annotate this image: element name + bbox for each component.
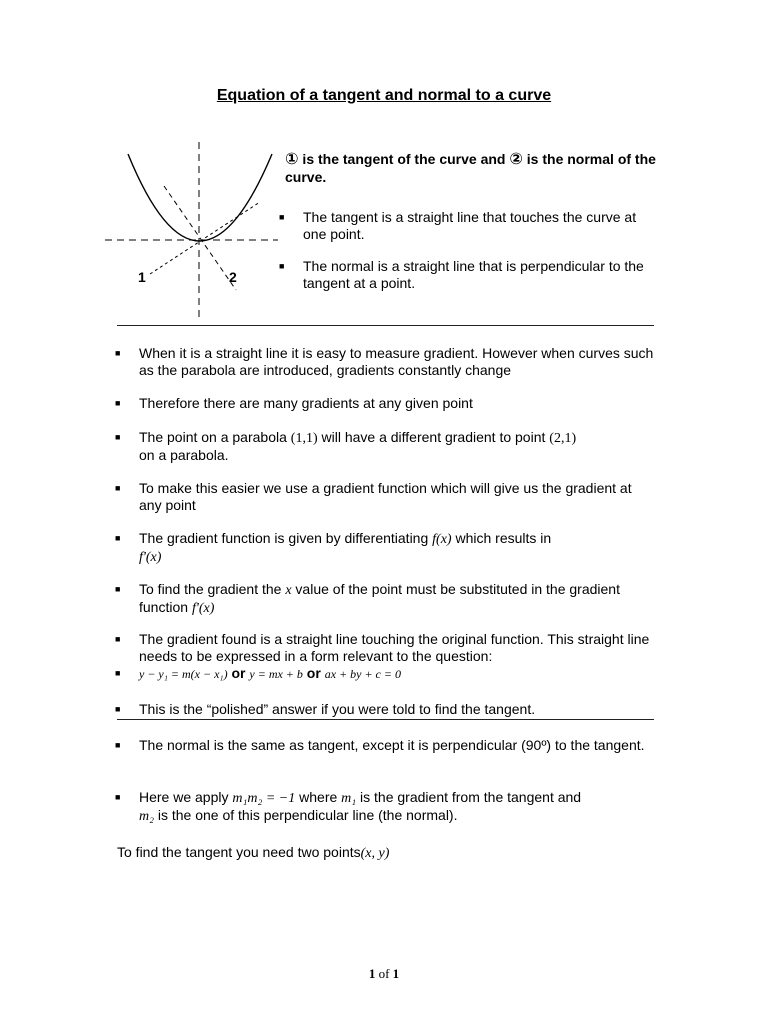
bullet-icon: ■ [115,668,121,678]
m2-symbol: m₂ [139,809,154,824]
bullet-icon: ■ [279,212,285,222]
point-2-1: (2,1) [549,431,577,446]
bullet-icon: ■ [115,398,121,408]
tangent-normal-figure [100,140,280,322]
closing-line: To find the tangent you need two points(x, y) [117,844,390,861]
bullet-icon: ■ [115,533,121,543]
bullet-icon: ■ [115,634,121,644]
bullet-icon: ■ [115,584,121,594]
bullet-icon: ■ [115,483,121,493]
intro-text: ① is the tangent of the curve and ② is the normal of the curve. [285,149,656,185]
circled-two: ② [509,149,523,168]
page-number: 1 of 1 [368,966,400,981]
bullet-icon: ■ [115,792,121,802]
normal-line [164,186,236,290]
bullet-icon: ■ [115,432,121,442]
bullet-icon: ■ [279,261,285,271]
content-list: ■ When it is a straight line it is easy to measure gradient. However when curves such as the parabola are introduced, gradients constantly change ■ Therefore there are many gradients at any given point ■ The point on a parabola (1,1) will have a different gradient to point (2,1) on a parabola. ■ To make this easier we use a gradient function which will give us the gradient at any point ■ The gradient function is given by differentiating f(x) which results in f'(x) ■ To find the gradient the x value of the point must be substituted in the gradient function f'(x) ■ The gradient found is a straight line touching the original function. This straight line needs to be expressed in a form relevant to the question: ■ y − y₁ = m(x − x₁) or y = mx + b or ax + by + c = 0 ■ This is the “polished” answer if you were told to find the tangent. ■ The normal is the same as tangent, except it is perpendicular (90º) to the tangent. ■ Here we apply m₁m₂ = −1 where m₁ is the gradient from the tangent and m₂ is the one of this perpendicular line (the normal). [115,345,654,824]
circled-one: ① [285,149,299,168]
divider [117,719,654,720]
definition-list: ■ The tangent is a straight line that touches the curve at one point. ■ The normal is a straight line that is perpendicular to the tangent at a point. [279,209,644,291]
tangent-line [150,202,260,274]
point-xy: (x, y) [360,846,390,861]
slope-intercept-equation: y = mx + b [249,667,303,681]
point-1-1: (1,1) [290,431,318,446]
bullet-icon: ■ [115,348,121,358]
x-variable: x [285,583,292,598]
bullet-icon: ■ [115,704,121,714]
general-form-equation: ax + by + c = 0 [324,667,401,681]
fx-expression: f(x) [432,532,452,547]
bullet-icon: ■ [115,740,121,750]
perpendicular-gradient-equation: m₁m₂ = −1 [232,791,296,806]
point-slope-equation: y − y₁ = m(x − x₁) [139,667,228,681]
normal-label: 2 [229,269,237,285]
tangent-label: 1 [138,269,146,285]
page-title: Equation of a tangent and normal to a curve [216,87,552,104]
fprime-x-expression: f'(x) [191,601,215,616]
parabola-curve [128,154,272,241]
fprime-x-expression: f'(x) [139,550,162,565]
m1-symbol: m₁ [341,791,357,806]
divider [117,325,654,326]
